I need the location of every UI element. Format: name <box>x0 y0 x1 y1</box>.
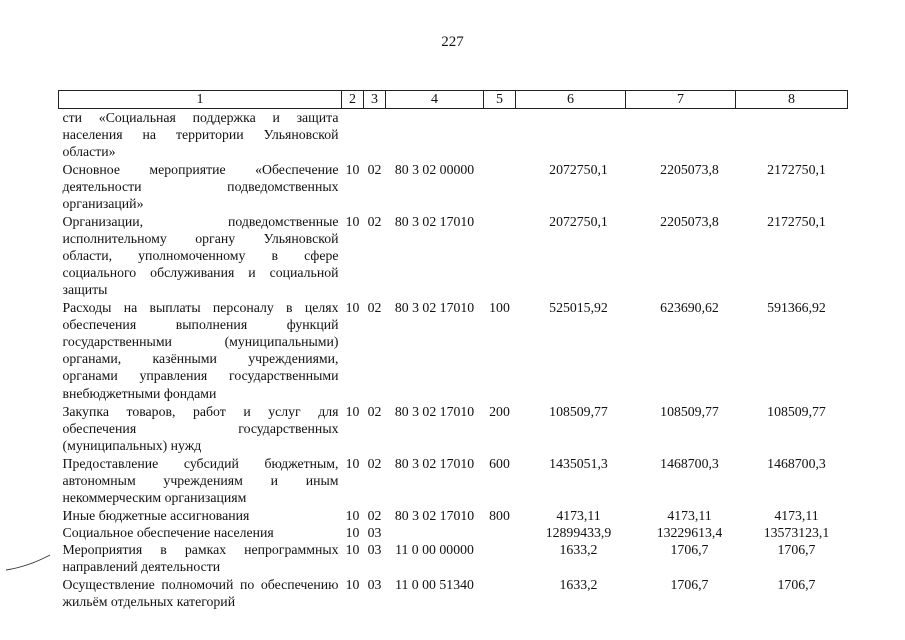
row-section-code: 10 <box>345 213 360 229</box>
row-value-col7: 13229613,4 <box>656 524 723 540</box>
row-description: Организации, подведомственные исполнительному органу Ульяновской области, уполномоченному в сфере социального обслуживания и социальной защиты <box>62 213 339 298</box>
header-col-2: 2 <box>342 91 364 109</box>
row-section-code: 10 <box>345 577 360 593</box>
header-col-3: 3 <box>364 91 386 109</box>
row-subsection-code: 02 <box>367 213 382 229</box>
table-row <box>59 213 848 299</box>
row-value-col7: 1706,7 <box>670 577 709 593</box>
row-value-col8: 2172750,1 <box>767 161 826 177</box>
row-target-item-code: 80 3 02 17010 <box>394 403 475 419</box>
row-expense-type-code <box>484 524 516 541</box>
table-row <box>59 541 848 576</box>
row-section-code: 10 <box>345 507 360 523</box>
row-section-code: 10 <box>345 524 360 540</box>
row-value-col6 <box>516 109 626 161</box>
header-col-1: 1 <box>59 91 342 109</box>
column-number-row <box>59 91 848 109</box>
row-value-col8: 4173,11 <box>774 507 819 523</box>
row-target-item-code: 11 0 00 51340 <box>395 577 474 593</box>
row-description: Расходы на выплаты персоналу в целях обеспечения выполнения функций государственными (муниципальными) органами, казёнными учреждениями, органами управления государственными внебюджетными фондами <box>62 299 339 401</box>
table-row <box>59 524 848 541</box>
header-col-6: 6 <box>516 91 626 109</box>
row-value-col8: 108509,77 <box>767 403 826 419</box>
row-expense-type-code <box>484 541 516 576</box>
table-row <box>59 576 848 611</box>
header-col-7: 7 <box>626 91 736 109</box>
row-value-col8: 13573123,1 <box>763 524 830 540</box>
row-value-col7: 2205073,8 <box>660 213 719 229</box>
row-section-code <box>342 109 364 161</box>
row-section-code: 10 <box>345 455 360 471</box>
row-value-col6: 525015,92 <box>549 299 608 315</box>
row-value-col8: 1468700,3 <box>767 455 826 471</box>
header-col-8: 8 <box>736 91 848 109</box>
row-target-item-code: 80 3 02 17010 <box>394 299 475 315</box>
row-subsection-code: 03 <box>367 577 382 593</box>
row-description: Закупка товаров, работ и услуг для обеспечения государственных (муниципальных) нужд <box>62 403 339 454</box>
row-target-item-code: 80 3 02 17010 <box>394 455 475 471</box>
row-expense-type-code <box>484 161 516 213</box>
row-section-code: 10 <box>345 542 360 558</box>
row-value-col8 <box>736 109 848 161</box>
row-target-item-code: 80 3 02 00000 <box>394 161 475 177</box>
budget-table-container <box>58 90 847 611</box>
row-target-item-code: 80 3 02 17010 <box>394 507 475 523</box>
row-description: сти «Социальная поддержка и защита населения на территории Ульяновской области» <box>62 110 339 160</box>
row-value-col7 <box>626 109 736 161</box>
row-description: Мероприятия в рамках непрограммных направлений деятельности <box>62 542 339 575</box>
row-target-item-code <box>386 524 484 541</box>
row-expense-type-code <box>484 576 516 611</box>
row-subsection-code <box>364 109 386 161</box>
row-subsection-code: 02 <box>367 403 382 419</box>
row-value-col8: 1706,7 <box>777 577 816 593</box>
row-value-col6: 2072750,1 <box>549 213 608 229</box>
row-section-code: 10 <box>345 299 360 315</box>
row-value-col8: 1706,7 <box>777 542 816 558</box>
row-expense-type-code: 100 <box>489 299 510 315</box>
row-expense-type-code <box>484 213 516 299</box>
table-row <box>59 161 848 213</box>
row-value-col7: 2205073,8 <box>660 161 719 177</box>
row-value-col6: 1435051,3 <box>549 455 608 471</box>
row-target-item-code: 80 3 02 17010 <box>394 213 475 229</box>
page-number: 227 <box>441 34 464 50</box>
row-value-col8: 2172750,1 <box>767 213 826 229</box>
row-value-col6: 2072750,1 <box>549 161 608 177</box>
header-col-5: 5 <box>484 91 516 109</box>
table-row <box>59 507 848 524</box>
table-row <box>59 403 848 455</box>
table-row <box>59 455 848 507</box>
row-value-col8: 591366,92 <box>767 299 826 315</box>
row-description: Социальное обеспечение населения <box>62 524 274 540</box>
row-expense-type-code: 200 <box>489 403 510 419</box>
row-subsection-code: 03 <box>367 542 382 558</box>
table-body <box>59 109 848 612</box>
table-row <box>59 299 848 403</box>
row-value-col6: 108509,77 <box>549 403 608 419</box>
table-header <box>59 91 848 109</box>
row-section-code: 10 <box>345 403 360 419</box>
row-expense-type-code: 800 <box>489 507 510 523</box>
row-value-col7: 4173,11 <box>667 507 712 523</box>
row-description: Предоставление субсидий бюджетным, автономным учреждениям и иным некоммерческим организациям <box>62 455 339 506</box>
row-value-col6: 4173,11 <box>556 507 601 523</box>
budget-table <box>58 90 848 611</box>
row-value-col7: 623690,62 <box>660 299 719 315</box>
row-expense-type-code: 600 <box>489 455 510 471</box>
row-value-col6: 12899433,9 <box>545 524 612 540</box>
row-description: Осуществление полномочий по обеспечению жильём отдельных категорий <box>62 577 339 610</box>
row-value-col7: 1468700,3 <box>660 455 719 471</box>
row-subsection-code: 03 <box>367 524 382 540</box>
row-description: Основное мероприятие «Обеспечение деятельности подведомственных организаций» <box>62 161 339 212</box>
row-value-col6: 1633,2 <box>559 577 598 593</box>
row-description: Иные бюджетные ассигнования <box>62 507 250 523</box>
row-subsection-code: 02 <box>367 507 382 523</box>
row-value-col7: 1706,7 <box>670 542 709 558</box>
row-expense-type-code <box>484 109 516 161</box>
row-subsection-code: 02 <box>367 299 382 315</box>
row-subsection-code: 02 <box>367 455 382 471</box>
row-target-item-code: 11 0 00 00000 <box>395 542 474 558</box>
row-value-col6: 1633,2 <box>559 542 598 558</box>
table-row <box>59 109 848 161</box>
row-section-code: 10 <box>345 161 360 177</box>
row-subsection-code: 02 <box>367 161 382 177</box>
row-target-item-code <box>386 109 484 161</box>
row-value-col7: 108509,77 <box>660 403 719 419</box>
stray-pen-mark <box>5 553 51 573</box>
header-col-4: 4 <box>386 91 484 109</box>
